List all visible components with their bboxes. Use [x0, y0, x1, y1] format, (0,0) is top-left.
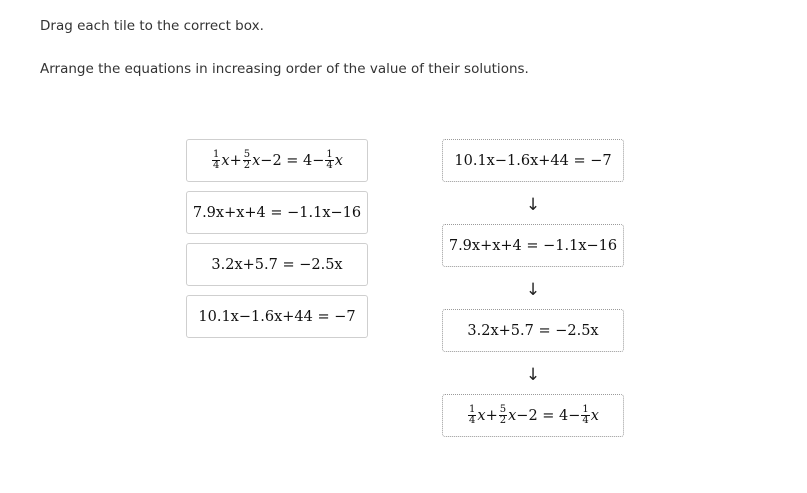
- answer-slot-2[interactable]: [442, 224, 624, 267]
- slot-equation-text: 7.9x+x+4 = −1.1x−16: [448, 237, 618, 254]
- tile-equation-7-9x[interactable]: [186, 191, 368, 234]
- tile-equation-3-2x[interactable]: [186, 243, 368, 286]
- instruction-drag-tiles: Drag each tile to the correct box.: [40, 18, 264, 34]
- tile-equation-10-1x[interactable]: [186, 295, 368, 338]
- tile-equation-text: 7.9x+x+4 = −1.1x−16: [192, 204, 362, 221]
- down-arrow-icon: ↓: [525, 280, 541, 300]
- down-arrow-icon: ↓: [525, 195, 541, 215]
- tile-equation-text: 10.1x−1.6x+44 = −7: [198, 308, 356, 325]
- slot-equation-text: 10.1x−1.6x+44 = −7: [454, 152, 612, 169]
- down-arrow-icon: ↓: [525, 365, 541, 385]
- instruction-arrange-order: Arrange the equations in increasing order of the value of their solutions.: [40, 61, 529, 77]
- answer-slot-4[interactable]: $\frac{1}{4}$ x + $\frac{5}{2}$ x −2 = 4− $\frac{1}{4}$ x: [442, 394, 624, 437]
- tile-equation-fraction[interactable]: $\frac{1}{4}$ x + $\frac{5}{2}$ x −2 = 4− $\frac{1}{4}$ x: [186, 139, 368, 182]
- answer-slot-3[interactable]: [442, 309, 624, 352]
- slot-equation-text: 3.2x+5.7 = −2.5x: [467, 322, 599, 339]
- answer-slot-1[interactable]: [442, 139, 624, 182]
- tile-equation-text: 3.2x+5.7 = −2.5x: [211, 256, 343, 273]
